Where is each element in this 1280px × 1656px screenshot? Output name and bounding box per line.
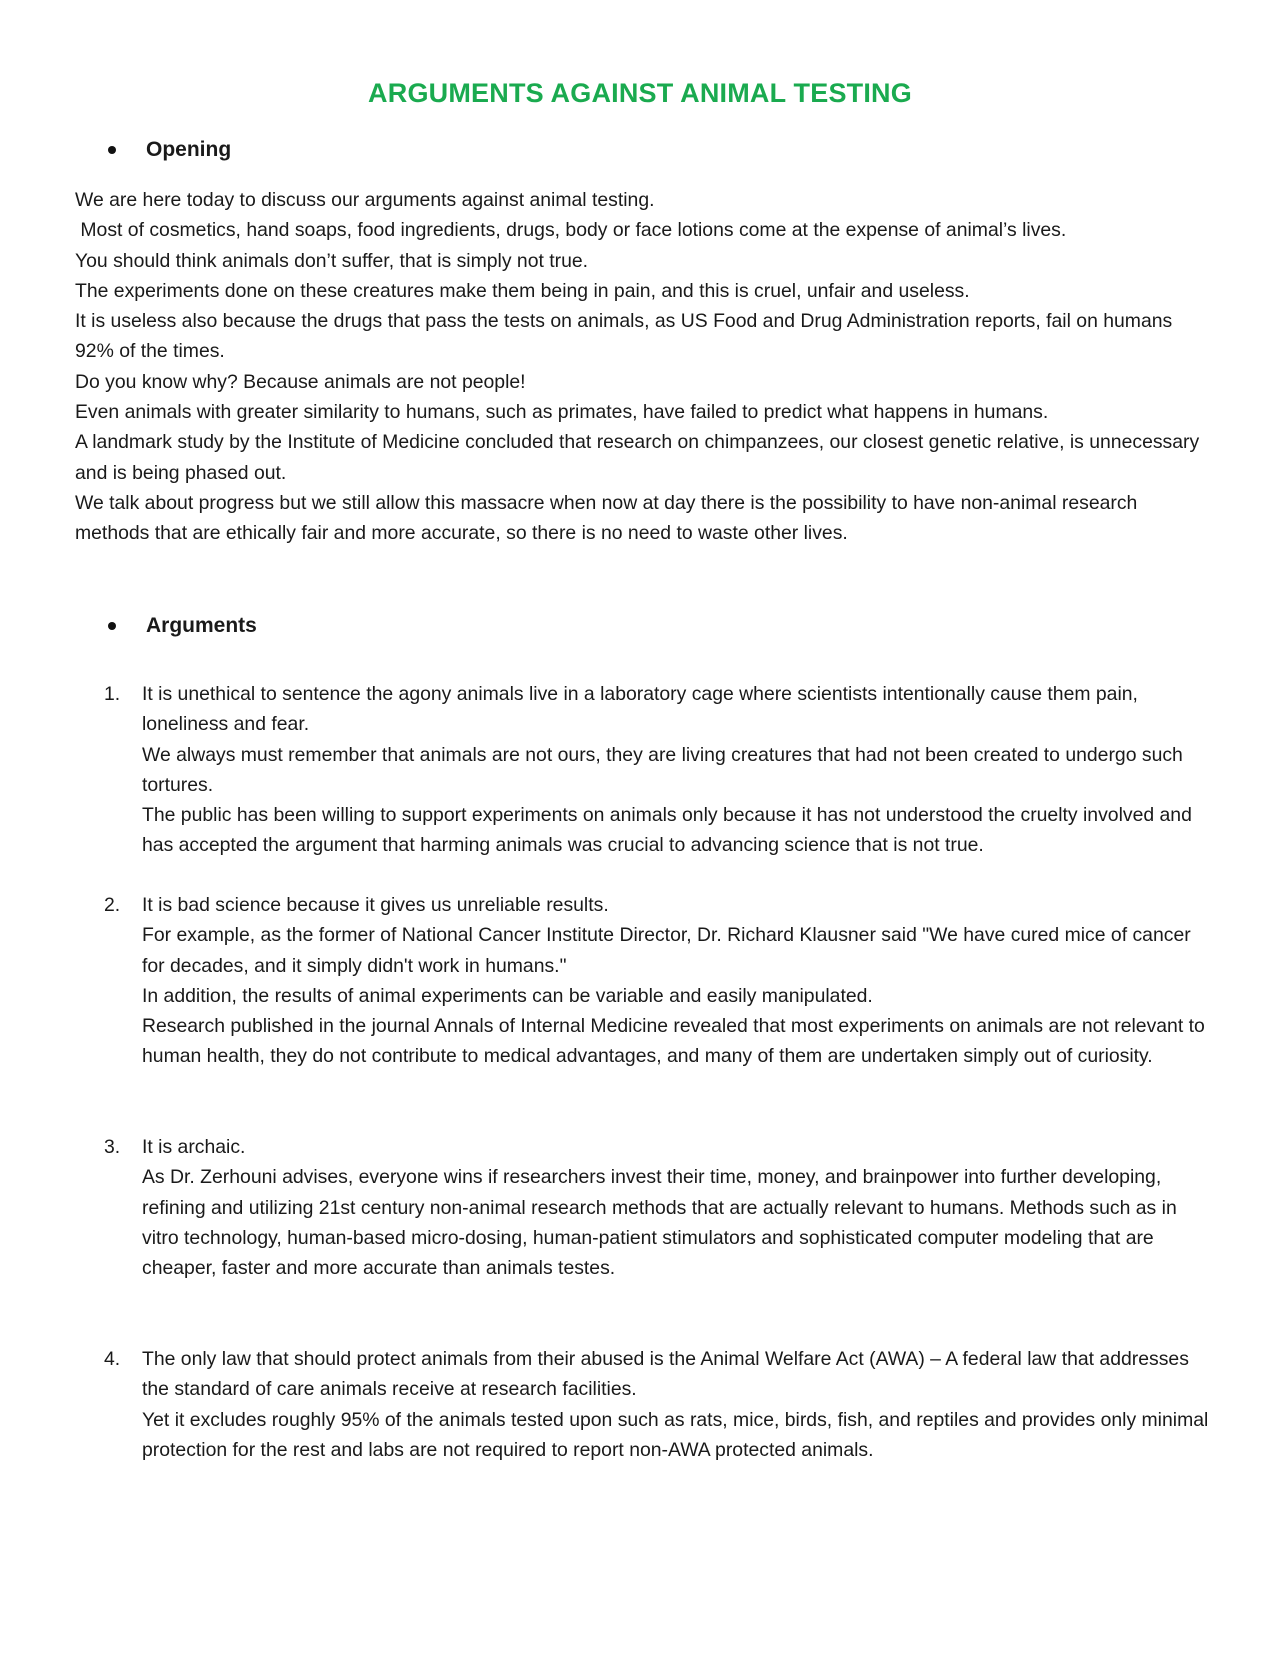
argument-line: We always must remember that animals are not ours, they are living creatures that had not been created to undergo such tortures. — [142, 743, 1183, 796]
opening-line: The experiments done on these creatures make them being in pain, and this is cruel, unfair and useless. — [75, 279, 970, 302]
opening-line: It is useless also because the drugs that pass the tests on animals, as US Food and Drug Administration reports, fail on humans 92% of the times. — [75, 310, 1178, 363]
opening-line: Most of cosmetics, hand soaps, food ingredients, drugs, body or face lotions come at the expense of animal’s lives. — [75, 219, 1067, 242]
argument-number: 3. — [104, 1136, 121, 1158]
bullet-dot-icon — [108, 146, 116, 154]
argument-item-2 — [104, 890, 1209, 1072]
argument-line: The public has been willing to support experiments on animals only because it has not understood the cruelty involved and has accepted the argument that harming animals was crucial to advancing science that is not true. — [142, 804, 1192, 857]
opening-line: You should think animals don’t suffer, that is simply not true. — [75, 249, 589, 272]
argument-body — [142, 1344, 1209, 1465]
argument-item-1 — [104, 679, 1209, 861]
opening-heading-label: Opening — [146, 138, 232, 161]
argument-line: It is archaic. — [142, 1136, 246, 1158]
argument-number: 2. — [104, 894, 121, 916]
argument-item-3 — [104, 1132, 1209, 1283]
argument-body — [142, 890, 1209, 1072]
argument-line: Yet it excludes roughly 95% of the animals tested upon such as rats, mice, birds, fish, and reptiles and provides only minimal protection for the rest and labs are not required to report non-AWA protected animals. — [142, 1408, 1209, 1461]
opening-line: We talk about progress but we still allow this massacre when now at day there is the possibility to have non-animal research methods that are ethically fair and more accurate, so there is no need to waste other lives. — [75, 491, 1143, 545]
argument-line: As Dr. Zerhouni advises, everyone wins if researchers invest their time, money, and brainpower into further developing, refining and utilizing 21st century non-animal research methods that are actually relevant to humans. Methods such as in vitro technology, human-based micro-dosing, human-patient stimulators and sophisticated computer modeling that are cheaper, faster and more accurate than animals testes. — [142, 1166, 1177, 1280]
argument-body — [142, 1132, 1209, 1283]
argument-number: 1. — [104, 683, 121, 705]
opening-heading — [108, 138, 231, 162]
opening-line: A landmark study by the Institute of Medicine concluded that research on chimpanzees, our closest genetic relative, is unnecessary and is being phased out. — [75, 431, 1205, 484]
argument-line: It is bad science because it gives us unreliable results. — [142, 894, 609, 916]
argument-line: The only law that should protect animals from their abused is the Animal Welfare Act (AWA) – A federal law that addresses the standard of care animals receive at research facilities. — [142, 1348, 1189, 1401]
argument-body — [142, 679, 1209, 861]
document-title: ARGUMENTS AGAINST ANIMAL TESTING — [368, 78, 912, 108]
arguments-heading-label: Arguments — [146, 614, 257, 637]
arguments-heading — [108, 614, 257, 638]
argument-line: For example, as the former of National Cancer Institute Director, Dr. Richard Klausner said "We have cured mice of cancer for decades, and it simply didn't work in humans." — [142, 924, 1191, 977]
opening-line: We are here today to discuss our arguments against animal testing. — [75, 189, 655, 211]
opening-line: Do you know why? Because animals are not people! — [75, 370, 526, 393]
argument-line: It is unethical to sentence the agony animals live in a laboratory cage where scientists intentionally cause them pain, loneliness and fear. — [142, 683, 1138, 736]
bullet-dot-icon — [108, 622, 116, 630]
opening-line: Even animals with greater similarity to humans, such as primates, have failed to predict what happens in humans. — [75, 401, 1049, 424]
argument-item-4 — [104, 1344, 1209, 1465]
argument-line: In addition, the results of animal experiments can be variable and easily manipulated. — [142, 984, 873, 1007]
argument-line: Research published in the journal Annals of Internal Medicine revealed that most experiments on animals are not relevant to human health, they do not contribute to medical advantages, and many of them are undertaken simply out of curiosity. — [142, 1015, 1205, 1068]
argument-number: 4. — [104, 1348, 121, 1370]
opening-paragraph — [75, 185, 1205, 549]
